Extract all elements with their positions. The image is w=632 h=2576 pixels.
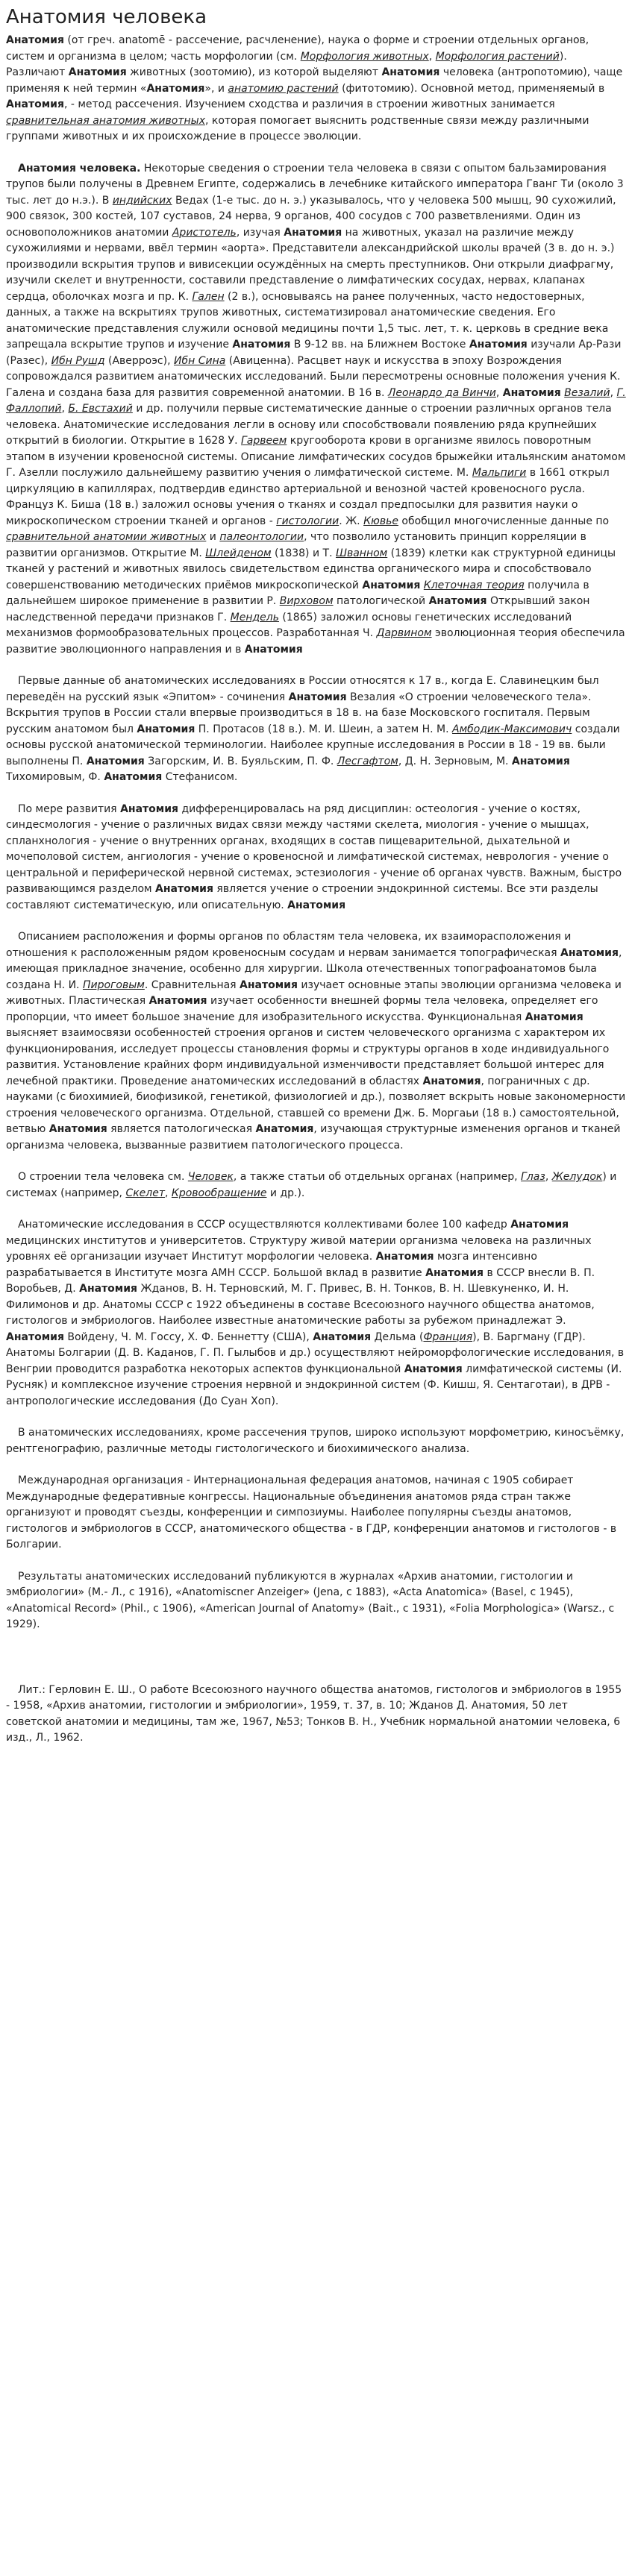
term-bold: Анатомия	[425, 1266, 484, 1279]
text-run: ). Различают	[6, 50, 567, 78]
paragraph-gap	[6, 1554, 626, 1569]
article-link[interactable]: Клеточная теория	[423, 579, 525, 591]
text-run: ,	[610, 386, 617, 399]
text-run: , изучая	[236, 226, 284, 239]
term-bold: Анатомия	[560, 946, 619, 959]
term-bold: Анатомия	[511, 755, 570, 767]
article-link[interactable]: Кровообращение	[171, 1187, 267, 1199]
article-link[interactable]: Желудок	[551, 1171, 603, 1183]
article-link[interactable]: Глаз	[521, 1171, 545, 1183]
text-run: По мере развития	[18, 802, 121, 815]
text-run: Результаты анатомических исследований публикуются в журналах «Архив анатомии, гистологии и эмбриологии» (М.- Л., с 1916), «Anatomiscner Anzeiger» (Jena, с 1883), «Acta Anatomica» (Basel, с 1945), «Anatomical Record» (Phil., с 1906), «American Journal of Anatomy» (Bait., с 1931), «Folia Morphologica» (Warsz., с 1929).	[6, 1570, 615, 1630]
text-run: (1838) и Т.	[271, 547, 336, 559]
text-run: на животных, указал на различие между сухожилиями и нервами, ввёл термин «аорта». Представители александрийской школы врачей (3 в. до н. э.) производили вскрытия трупов и вивисекции осуждённых на смерть преступников. Они открыли диафрагму, изучили скелет и внутренности, составили представление о лимфатических сосудах, нервах, клапанах сердца, оболочках мозга и пр. К.	[6, 226, 615, 303]
text-run: . Сравнительная	[144, 978, 240, 991]
term-bold: Анатомия	[240, 978, 298, 991]
paragraph	[6, 1169, 626, 1201]
text-run: Анатомические исследования в СССР осуществляются коллективами более 100 кафедр	[18, 1219, 511, 1231]
article-link[interactable]: сравнительная анатомия животных	[6, 114, 205, 127]
paragraph	[6, 161, 626, 659]
article-link[interactable]: Человек	[187, 1171, 234, 1183]
article-link[interactable]: Леонардо да Винчи	[387, 386, 496, 399]
text-run: человека (антропотомию), чаще применяя к ней термин «	[6, 66, 623, 95]
paragraph	[6, 1473, 626, 1554]
term-bold: Анатомия	[137, 723, 195, 735]
paragraph-gap	[6, 914, 626, 929]
text-run: Тихомировым, Ф.	[6, 771, 104, 783]
article-body	[6, 33, 626, 1633]
text-run: является учение о строении эндокринной системы. Все эти разделы составляют систематическую, или описательную.	[6, 883, 598, 911]
article-link[interactable]: Шлейденом	[205, 547, 272, 559]
term-bold: Анатомия	[146, 82, 205, 95]
text-run: Стефанисом.	[162, 771, 238, 783]
text-run: Везалия «О строении человеческого тела». Вскрытия трупов в России стали впервые производиться в 18 в. на базе Московского госпиталя. Первым русским анатомом был	[6, 691, 592, 735]
text-run: в 1661 открыл циркуляцию в капиллярах, подтвердив единство артериальной и венозной частей кровеносного русла. Француз К. Биша (18 в.) заложил основы учения о тканях и создал предпосылки для развития науки о микроскопическом строении тканей и органов -	[6, 467, 610, 527]
references: Лит.: Герловин Е. Ш., О работе Всесоюзного научного общества анатомов, гистологов и эмбриологов в 1955 - 1958, «Архив анатомии, гистологии и эмбриологии», 1959, т. 37, в. 10; Жданов Д. Анатомия, 50 лет советской анатомии и медицины, там же, 1967, №53; Тонков В. Н., Учебник нормальной анатомии человека, 6 изд., Л., 1962.	[6, 1683, 622, 1744]
article-link[interactable]: анатомию растений	[228, 82, 339, 95]
text-run: медицинских институтов и университетов. Структуру живой материи организма человека на различных уровнях её организации изучает Институт морфологии человека.	[6, 1234, 592, 1263]
text-run: ), В. Баргману (ГДР). Анатомы Болгарии (Д. В. Каданов, Г. П. Гылыбов и др.) осуществляют нейроморфологические исследования, в Венгрии проводится разработка некоторых аспектов функциональной	[6, 1331, 625, 1375]
text-run: В анатомических исследованиях, кроме рассечения трупов, широко используют морфометрию, киносъёмку, рентгенографию, различные методы гистологического и биохимического анализа.	[6, 1427, 625, 1455]
article-link[interactable]: Ибн Рушд	[51, 354, 105, 367]
term-bold: Анатомия	[6, 34, 64, 46]
text-run: выясняет взаимосвязи особенностей строения органов и систем человеческого организма с характером их функционирования, исследует процессы становления формы и структуры органов в ходе индивидуального развития. Установление крайних форм индивидуальной изменчивости представляет большой интерес для лечебной практики. Проведение анатомических исследований в областях	[6, 1027, 610, 1087]
article-link[interactable]: Мендель	[230, 611, 279, 623]
text-run: эволюционная теория обеспечила развитие эволюционного направления и в	[6, 627, 625, 656]
text-run: О строении тела человека см.	[18, 1171, 188, 1183]
text-run: создали основы русской анатомической терминологии. Наиболее крупные исследования в России в 18 - 19 вв. были выполнены П.	[6, 723, 620, 767]
term-bold: Анатомия	[120, 802, 178, 815]
article-link[interactable]: Шванном	[335, 547, 388, 559]
term-bold: Анатомия	[244, 643, 303, 656]
text-run: и др.).	[266, 1187, 305, 1199]
article-link[interactable]: Пироговым	[82, 978, 145, 991]
text-run: ,	[428, 50, 436, 63]
paragraph	[6, 1569, 626, 1633]
paragraph	[6, 33, 626, 145]
article-link[interactable]: Ибн Сина	[173, 354, 226, 367]
text-run: Загорским, И. В. Буяльским, П. Ф.	[144, 755, 337, 767]
paragraph	[6, 802, 626, 914]
article-link[interactable]: Лесгафтом	[337, 755, 398, 767]
paragraph-gap	[6, 1201, 626, 1217]
paragraph	[6, 673, 626, 786]
term-bold: Анатомия	[155, 883, 213, 895]
term-bold: Анатомия	[510, 1219, 569, 1231]
text-run: ,	[165, 1187, 172, 1199]
text-run: и др. получили первые систематические данные о строении различных органов тела человека. Анатомические исследования легли в основу или способствовали появлению ряда крупнейших открытий в биологии. Открытие в 1628 У.	[6, 403, 612, 447]
text-run: дифференцировалась на ряд дисциплин: остеология - учение о костях, синдесмология - учение о различных видах связи между частями скелета, миология - учение о мышцах, спланхнология - учение о внутренних органах, входящих в состав пищеварительной, дыхательной и мочеполовой систем, ангиология - учение о кровеносной и лимфатической системах, неврология - учение о центральной и периферической нервной системах, эстезиология - учение об органах чувств. Важным, быстро развивающимся разделом	[6, 802, 622, 895]
text-run: мозга интенсивно разрабатывается в Институте мозга АМН СССР. Большой вклад в развитие	[6, 1251, 537, 1279]
text-run: обобщил многочисленные данные по	[398, 515, 610, 527]
paragraph-gap	[6, 1457, 626, 1473]
article-link[interactable]: палеонтологии	[219, 531, 304, 543]
text-run: Описанием расположения и формы органов по областям тела человека, их взаиморасположения и отношения к расположенным рядом кровеносным сосудам и нервам занимается топографическая	[6, 931, 572, 959]
article-link[interactable]: индийских	[112, 194, 172, 207]
text-run: кругооборота крови в организме явилось поворотным этапом в изучении кровеносной системы. Описание лимфатических сосудов брыжейки итальянским анатомом Г. Азелли послужило дальнейшему развитию учения о лимфатической системе. М.	[6, 435, 626, 479]
term-bold: Анатомия	[255, 1123, 314, 1135]
text-run: (Аверроэс),	[104, 354, 174, 367]
text-run: », и	[204, 82, 228, 95]
text-run: является патологическая	[107, 1123, 256, 1135]
text-run: , которая помогает выяснить родственные связи между различными группами животных и их происхождение в процессе эволюции.	[6, 114, 589, 142]
text-run: Первые данные об анатомических исследованиях в России относятся к 17 в., когда Е. Славинецким был переведён на русский язык «Эпитом» - сочинения	[6, 675, 599, 703]
article-link[interactable]: гистологии	[276, 515, 340, 527]
text-run: получила в дальнейшем широкое применение в развитии Р.	[6, 579, 589, 607]
term-bold: Анатомия	[404, 1363, 463, 1375]
text-run: , изучающая структурные изменения органов и тканей организма человека, вызванные развитием патологического процесса.	[6, 1123, 621, 1152]
text-run: Жданов, В. Н. Терновский, М. Г. Привес, В. Н. Тонков, В. Н. Шевкуненко, И. Н. Филимонов и др. Анатомы СССР с 1922 объединены в составе Всесоюзного научного общества анатомов, гистологов и эмбриологов. Наиболее известные анатомические работы за рубежом принадлежат Э.	[6, 1283, 595, 1327]
text-run: (1865) заложил основы генетических исследований механизмов формообразовательных процессов. Разработанная Ч.	[6, 611, 572, 639]
text-run: ,	[495, 386, 503, 399]
term-bold: Анатомия	[428, 595, 487, 607]
text-run: ) и системах (например,	[6, 1171, 617, 1199]
term-bold: Анатомия	[6, 1331, 64, 1343]
text-run: Ведах (1-е тыс. до н. э.) указывалось, что у человека 500 мышц, 90 сухожилий, 900 связок, 300 костей, 107 суставов, 24 нерва, 9 органов, 400 сосудов с 700 разветвлениями. Один из основоположников анатомии	[6, 194, 616, 239]
paragraph-gap	[6, 786, 626, 802]
paragraph-gap	[6, 145, 626, 161]
paragraph-gap	[6, 1410, 626, 1425]
text-run: патологической	[333, 595, 429, 607]
article-link[interactable]: Франция	[423, 1331, 473, 1343]
text-run: в СССР внесли В. П. Воробьев, Д.	[6, 1266, 595, 1295]
text-run: П. Протасов (18 в.). М. И. Шеин, а затем Н. М.	[195, 723, 453, 735]
article-link[interactable]: Кювье	[363, 515, 398, 527]
paragraph-gap	[6, 1154, 626, 1169]
article-link[interactable]: Аристотель	[172, 226, 237, 239]
term-bold: Анатомия	[381, 66, 440, 78]
article-link[interactable]: Морфология животных	[300, 50, 429, 63]
text-run: изучает основные этапы эволюции организма человека и животных. Пластическая	[6, 978, 622, 1007]
text-run: , Д. Н. Зерновым, М.	[398, 755, 512, 767]
paragraph	[6, 1217, 626, 1410]
article-link[interactable]: Скелет	[125, 1187, 165, 1199]
term-bold: Анатомия	[469, 339, 528, 351]
article-link[interactable]: Морфология растений	[435, 50, 560, 63]
term-bold: Анатомия	[232, 339, 291, 351]
text-run: (1839) клетки как структурной единицы тканей у растений и животных явилось свидетельством единства органического мира и способствовало совершенствованию методических приёмов микроскопической	[6, 547, 616, 591]
term-bold: Анатомия	[148, 995, 207, 1007]
text-run: (фитотомию). Основной метод, применяемый в	[338, 82, 605, 95]
term-bold: Анатомия	[422, 1075, 481, 1087]
page-title: Анатомия человека	[6, 6, 207, 28]
article-link[interactable]: Вирховом	[279, 595, 334, 607]
article-link[interactable]: сравнительной анатомии животных	[6, 531, 207, 543]
term-bold: Анатомия	[49, 1123, 107, 1135]
article-link[interactable]: Гарвеем	[241, 435, 287, 447]
text-run: и	[206, 531, 220, 543]
term-bold: Анатомия	[313, 1331, 372, 1343]
text-run: . Ж.	[339, 515, 364, 527]
term-bold: Анатомия	[525, 1011, 583, 1023]
text-run: Дельма (	[371, 1331, 424, 1343]
text-run: (2 в.), основываясь на ранее полученных, часто недостоверных, данных, а также на вскрытиях трупов животных, систематизировал анатомические сведения. Его анатомические представления служили основой медицины почти 1,5 тыс. лет, т. к. церковь в средние века запрещала вскрытие трупов и изучение	[6, 290, 609, 351]
text-run: ,	[61, 403, 69, 415]
text-run: (Авиценна). Расцвет наук и искусства в эпоху Возрождения сопровождался развитием анатомических исследований. Были пересмотрены основные положения учения К. Галена и создана база для развития современной анатомии. В 16 в.	[6, 354, 621, 399]
article-link[interactable]: Дарвином	[376, 627, 432, 639]
term-bold: Анатомия	[375, 1251, 434, 1263]
article-link[interactable]: Гален	[192, 290, 225, 303]
text-run: В 9-12 вв. на Ближнем Востоке	[290, 339, 469, 351]
text-run: ,	[545, 1171, 552, 1183]
text-run: , что позволило установить принцип корреляции в развитии организмов. Открытие М.	[6, 531, 586, 559]
term-bold: Анатомия	[6, 98, 64, 110]
text-run: Войдену, Ч. М. Госсу, Х. Ф. Беннетту (США),	[63, 1331, 313, 1343]
text-run: животных (зоотомию), из которой выделяют	[126, 66, 382, 78]
term-bold: Анатомия человека.	[18, 162, 141, 175]
article-link[interactable]: Везалий	[564, 386, 610, 399]
term-bold: Анатомия	[68, 66, 127, 78]
text-run: , - метод рассечения. Изучением сходства и различия в строении животных занимается	[63, 98, 555, 110]
text-run: Некоторые сведения о строении тела человека в связи с опытом бальзамирования трупов были получены в Древнем Египте, содержались в лечебнике китайского императора Гванг Ти (около 3 тыс. лет до н.э.). В	[6, 162, 624, 207]
term-bold: Анатомия	[104, 771, 163, 783]
article-link[interactable]: Мальпиги	[472, 467, 527, 479]
article-link[interactable]: Г. Фаллопий	[6, 386, 626, 415]
text-run: , имеющая прикладное значение, особенно для хирургии. Школа отечественных топографоанатомов была создана Н. И.	[6, 946, 622, 991]
term-bold: Анатомия	[79, 1283, 138, 1295]
text-run: , пограничных с др. науками (с биохимией, биофизикой, генетикой, физиологией и др.), позволяет вскрыть новые закономерности строения человеческого организма. Отдельной, ставшей со времени Дж. Б. Моргаьи (18 в.) самостоятельной, ветвью	[6, 1075, 626, 1135]
text-run: Открывший закон наследственной передачи признаков Г.	[6, 595, 590, 623]
term-bold: Анатомия	[362, 579, 421, 591]
text-run: , а также статьи об отдельных органах (например,	[233, 1171, 522, 1183]
spacer	[6, 1633, 626, 1683]
text-run: Международная организация - Интернациональная федерация анатомов, начиная с 1905 собирает Международные федеративные конгрессы. Национальные объединения анатомов ряда стран также организуют и проводят съезды, конференции и симпозиумы. Наиболее популярны съезды анатомов, гистологов и эмбриологов в СССР, анатомического общества - в ГДР, конференции анатомов и гистологов - в Болгарии.	[6, 1474, 617, 1551]
article-link[interactable]: Б. Евстахий	[68, 403, 133, 415]
text-run: изучали Ар-Рази (Разес),	[6, 339, 622, 367]
text-run: лимфатической системы (И. Русняк) и комплексное изучение строения нервной и эндокринной систем (Ф. Кишш, Я. Сентаготаи), в ДРВ - антропологические исследования (До Суан Хоп).	[6, 1363, 622, 1407]
text-run: (от греч. anatomē - рассечение, расчленение), наука о форме и строении отдельных органов, систем и организма в целом; часть морфологии (см.	[6, 34, 589, 63]
term-bold: Анатомия	[284, 226, 342, 239]
term-bold: Анатомия	[86, 755, 145, 767]
term-bold: Анатомия	[502, 386, 561, 399]
text-run: изучает особенности внешней формы тела человека, определяет его пропорции, что имеет большое значение для изобразительного искусства. Функциональная	[6, 995, 598, 1023]
paragraph-gap	[6, 658, 626, 673]
term-bold: Анатомия	[288, 691, 347, 703]
term-bold: Анатомия	[287, 899, 346, 911]
paragraph	[6, 929, 626, 1154]
article-link[interactable]: Амбодик-Максимович	[452, 723, 572, 735]
paragraph	[6, 1425, 626, 1457]
